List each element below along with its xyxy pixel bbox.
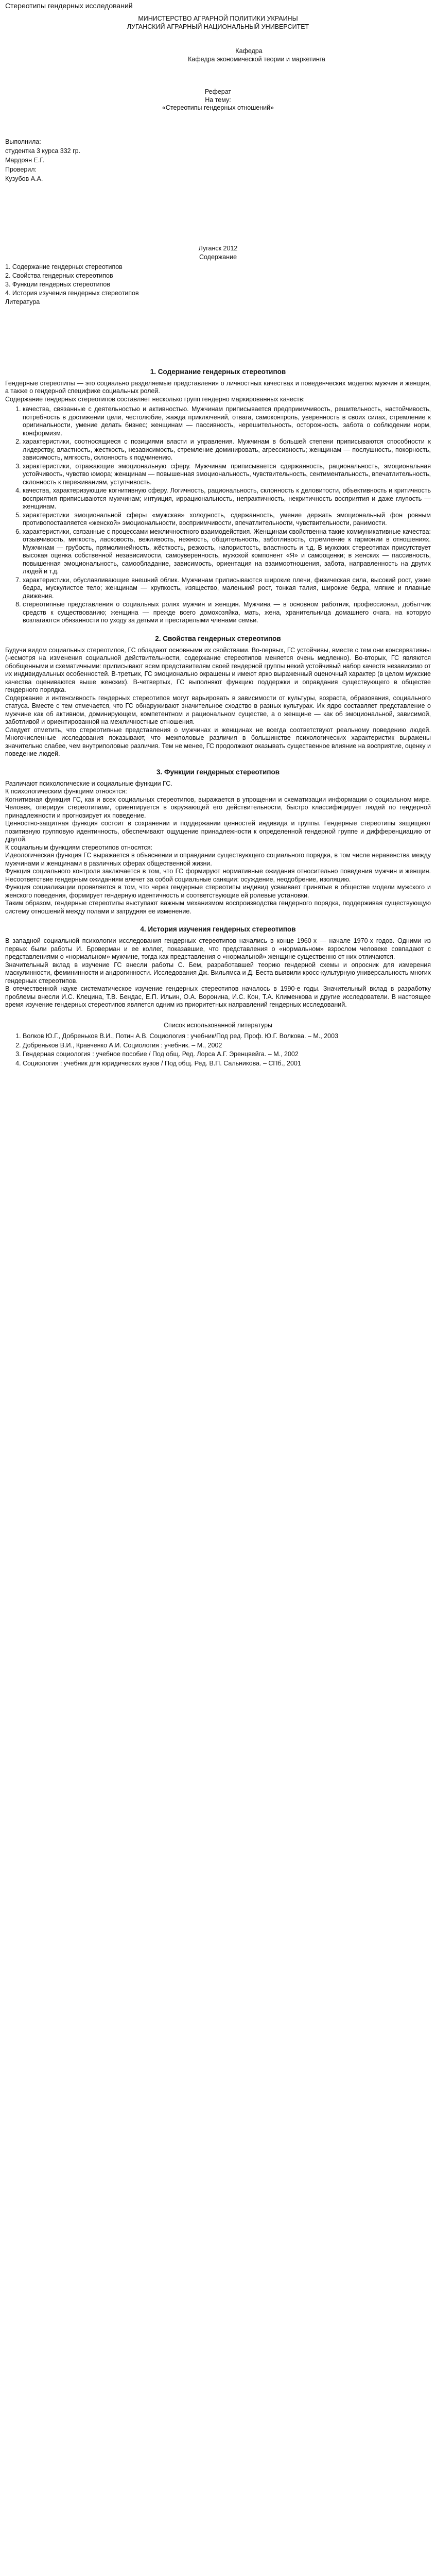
title-block [5, 14, 431, 112]
student-name: Мардоян Е.Г. [5, 156, 45, 164]
section-paragraph: Функция социализации проявляется в том, что через гендерные стереотипы индивид усваивает принятые в обществе модели мужского и женского поведения, формирует гендерную идентичность и соответствующие ей ролевые установки. [5, 884, 431, 899]
reference-item: 1. Волков Ю.Г., Добреньков В.И., Потин А.В. Социология : учебник/Под ред. Проф. Ю.Г. Волкова. – М., 2003 [23, 1032, 431, 1041]
city-year: Луганск 2012 [198, 244, 238, 252]
department-label: Кафедра [235, 47, 263, 55]
section-paragraph: Когнитивная функция ГС, как и всех социальных стереотипов, выражается в упрощении и схематизации информации о социальном мире. Человек, оперируя стереотипами, ориентируется в окружающей его действительности, быстро классифицирует людей по гендерной принадлежности и прогнозирует их поведение. [5, 795, 431, 819]
section-title-history: 4. История изучения гендерных стереотипов [140, 925, 296, 933]
list-item: 1. качества, связанные с деятельностью и активностью. Мужчинам приписывается предприимчивость, решительность, настойчивость, потребность в достижении цели, честолюбие, жажда приключений, отвага, самоконтроль, уверенность в своих силах, стремление к оригинальности, умение делать бизнес; женщинам — пассивность, нерешительность, осторожность, забота о соблюдении норм, конформизм. [23, 405, 431, 437]
qualities-list [5, 405, 431, 625]
toc-item[interactable]: Литература [5, 298, 40, 306]
reference-item: 4. Социология : учебник для юридических вузов / Под общ. Ред. В.П. Сальникова. – СПб., 2001 [23, 1060, 431, 1068]
list-item: 2. характеристики, соотносящиеся с позициями власти и управления. Мужчинам в большей степени приписываются способности к лидерству, властность, жесткость, независимость, стремление доминировать, агрессивность; женщинам — послушность, покорность, зависимость, мягкость, склонность к подчинению. [23, 438, 431, 462]
section-paragraph: Содержание и интенсивность гендерных стереотипов могут варьировать в зависимости от культуры, возраста, образования, социального статуса. Вместе с тем отмечается, что ГС обнаруживают значительное сходство в разных культурах. Их ядро составляет представление о мужчине как об активном, доминирующем, компетентном и рациональном существе, а о женщине — как об эмоциональной, зависимой, заботливой и ориентированной на межличностные отношения. [5, 694, 431, 725]
checker-name: Кузубов А.А. [5, 175, 43, 182]
list-item: 5. характеристики эмоциональной сферы «мужская» холодность, сдержанность, умение держать эмоциональный фон ровным противопоставляется «женской» эмоциональности, восприимчивости, впечатлительности, чувствительности, ранимости. [23, 512, 431, 528]
section-paragraph: Значительный вклад в изучение ГС внесли работы С. Бем, разработавшей теорию гендерной схемы и опросник для измерения маскулинности, фемининности и андрогинности. Исследования Дж. Вильямса и Д. Беста выявили кросс-культурную универсальность многих гендерных стереотипов. [5, 961, 431, 985]
checked-label: Проверил: [5, 165, 37, 173]
list-item: 4. качества, характеризующие когнитивную сферу. Логичность, рациональность, склонность к деловитости, объективность и критичность восприятия приписываются мужчинам; интуиция, иррациональность, непрактичность, некритичность восприятия и даже глупость — женщинам. [23, 487, 431, 511]
topic-label: На тему: [205, 96, 231, 104]
list-item: 6. характеристики, связанные с процессами межличностного взаимодействия. Женщинам свойственна такие коммуникативные качества: отзывчивость, мягкость, ласковость, вежливость, нежность, общительность, заботливость, стремление к гармонии в отношениях. Мужчинам — грубость, прямолинейность, жёсткость, резкость, напористость, властность и т.д. В мужских стереотипах присутствует высокая оценка собственной независимости, самоуверенность, мужской компонент «Я» и самооценки; в женских — пассивность, повышенная эмоциональность, самообладание, зависимость, ориентация на взаимоотношения, забота, направленность на других людей и т.д. [23, 528, 431, 576]
topic: «Стереотипы гендерных отношений» [162, 104, 274, 111]
document-page [0, 0, 436, 1067]
section-paragraph: В западной социальной психологии исследования гендерных стереотипов начались в конце 1960-х — начале 1970-х годов. Одними из первых были работы И. Броверман и ее коллег, показавшие, что представления о «нормальном» взрослом человеке совпадают с представлениями о «нормальном» мужчине, тогда как представления о «нормальной» женщине существенно от них отличаются. [5, 937, 431, 960]
toc-item[interactable]: 1. Содержание гендерных стереотипов [5, 263, 123, 270]
section-title-content: 1. Содержание гендерных стереотипов [150, 367, 286, 376]
references-list [5, 1032, 431, 1067]
student-info: студентка 3 курса 332 гр. [5, 147, 81, 155]
section-title-properties: 2. Свойства гендерных стереотипов [155, 634, 281, 642]
section-paragraph: К социальным функциям стереотипов относятся: [5, 843, 152, 851]
table-of-contents [5, 244, 431, 307]
section-paragraph: К психологическим функциям относятся: [5, 788, 127, 795]
list-item: 7. характеристики, обуславливающие внешний облик. Мужчинам приписываются широкие плечи, физическая сила, высокий рост, узкие бедра, мускулистое тело; женщинам — хрупкость, изящество, маленький рост, тонкая талия, широкие бедра, мягкие и плавные движения. [23, 577, 431, 601]
section-paragraph: Различают психологические и социальные функции ГС. [5, 779, 172, 787]
section-paragraph: Следует отметить, что стереотипные представления о мужчинах и женщинах не всегда соответствуют реальному поведению людей. Многочисленные исследования показывают, что межполовые различия в большинстве психологических характеристик выражены значительно слабее, чем внутриполовые различия. Тем не менее, ГС продолжают оказывать существенное влияние на восприятие, оценку и поведение людей. [5, 726, 431, 757]
toc-item[interactable]: 2. Свойства гендерных стереотипов [5, 272, 113, 279]
department-name: Кафедра экономической теории и маркетинга [188, 55, 325, 63]
reference-item: 2. Добреньков В.И., Кравченко А.И. Социология : учебник. – М., 2002 [23, 1042, 431, 1050]
university-line: ЛУГАНСКИЙ АГРАРНЫЙ НАЦИОНАЛЬНЫЙ УНИВЕРСИТЕТ [127, 23, 309, 30]
reference-item: 3. Гендерная социология : учебное пособие / Под общ. Ред. Лорса А.Г. Эренцвейга. – М., 2002 [23, 1050, 431, 1059]
ministry-line: МИНИСТЕРСТВО АГРАРНОЙ ПОЛИТИКИ УКРАИНЫ [138, 15, 298, 22]
section-paragraph: В отечественной науке систематическое изучение гендерных стереотипов началось в 1990-е годы. Значительный вклад в разработку проблемы внесли И.С. Клецина, Т.В. Бендас, Е.П. Ильин, О.А. Воронина, И.С. Кон, Т.А. Клименкова и другие исследователи. В настоящее время изучение гендерных стереотипов является одним из приоритетных направлений гендерных исследований. [5, 985, 431, 1008]
toc-title: Содержание [199, 253, 237, 261]
section-paragraph: Идеологическая функция ГС выражается в объяснении и оправдании существующего социального порядка, в том числе неравенства между мужчинами и женщинами в различных сферах общественной жизни. [5, 852, 431, 867]
section-paragraph: Ценностно-защитная функция состоит в сохранении и поддержании ценностей индивида и группы. Гендерные стереотипы защищают позитивную групповую идентичность, обеспечивают ощущение принадлежности к определенной гендерной группе и дифференциацию от другой. [5, 820, 431, 843]
section-paragraph: Содержание гендерных стереотипов составляет несколько групп гендерно маркированных качеств: [5, 395, 305, 403]
section-paragraph: Гендерные стереотипы — это социально разделяемые представления о личностных качествах и поведенческих моделях мужчин и женщин, а также о гендерной специфике социальных ролей. [5, 379, 431, 395]
section-paragraph: Таким образом, гендерные стереотипы выступают важным механизмом воспроизводства гендерного порядка, поддерживая существующую систему отношений между полами и затрудняя ее изменение. [5, 900, 431, 915]
document-title: Стереотипы гендерных исследований [5, 2, 133, 10]
list-item: 3. характеристики, отражающие эмоциональную сферу. Мужчинам приписывается сдержанность, рациональность, эмоциональная устойчивость, чувство юмора; женщинам — повышенная эмоциональность, чувствительность, сентиментальность, впечатлительность, склонность к переживаниям, уступчивость. [23, 463, 431, 487]
section-paragraph: Будучи видом социальных стереотипов, ГС обладают основными их свойствами. Во-первых, ГС устойчивы, вместе с тем они консервативны (несмотря на изменения социальной действительности, содержание стереотипов меняется очень медленно). Во-вторых, ГС являются обобщенными и схематичными: приписывают всем представителям своей гендерной группы некий устойчивый набор качеств независимо от их индивидуальных особенностей. В-третьих, ГС эмоционально окрашены и имеют ярко выраженный оценочный характер (в целом мужские качества оцениваются выше женских). В-четвертых, ГС выполняют функцию поддержки и оправдания существующего в обществе гендерного порядка. [5, 646, 431, 693]
list-item: 8. стереотипные представления о социальных ролях мужчин и женщин. Мужчина — в основном работник, профессионал, добытчик средств к существованию; женщина — прежде всего домохозяйка, мать, жена, хранительница домашнего очага, на которую возлагаются обязанности по уходу за детьми и престарелыми членами семьи. [23, 601, 431, 625]
toc-item[interactable]: 3. Функции гендерных стереотипов [5, 280, 111, 288]
section-paragraph: Функция социального контроля заключается в том, что ГС формируют нормативные ожидания относительно поведения мужчин и женщин. Несоответствие гендерным ожиданиям влечет за собой социальные санкции: осуждение, неодобрение, изоляцию. [5, 868, 431, 883]
work-type: Реферат [204, 88, 232, 95]
toc-item[interactable]: 4. История изучения гендерных стереотипов [5, 289, 139, 297]
references-title: Список использованной литературы [163, 1021, 273, 1029]
author-block [5, 137, 431, 183]
performed-label: Выполнила: [5, 138, 41, 145]
section-title-functions: 3. Функции гендерных стереотипов [156, 768, 280, 776]
